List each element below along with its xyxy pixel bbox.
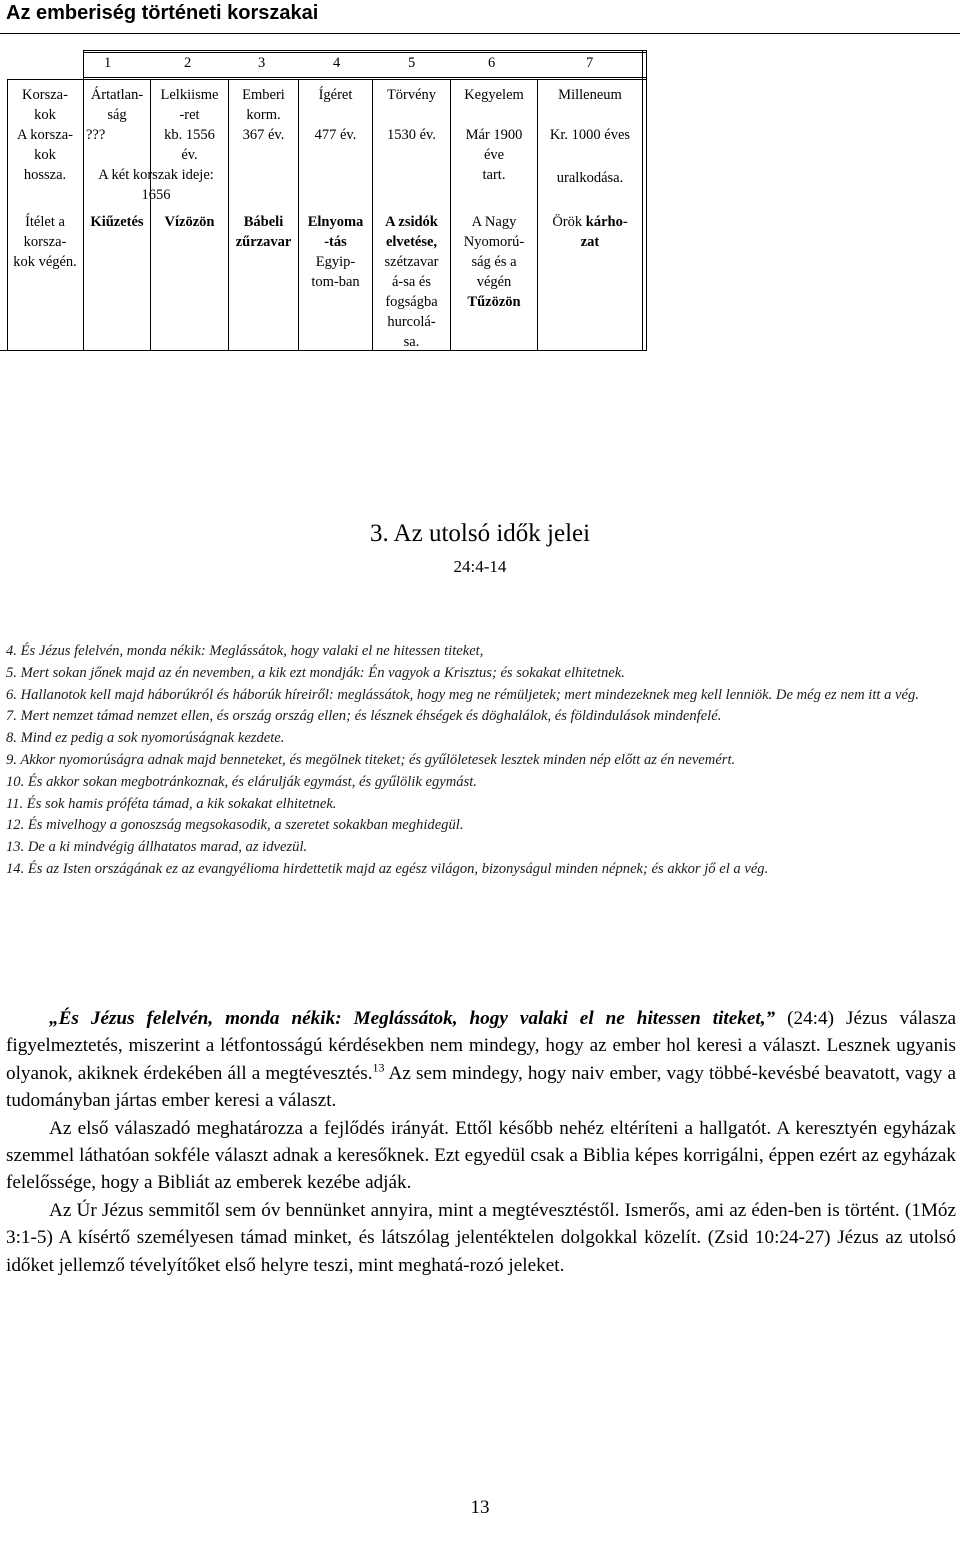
page-number: 13 — [470, 1497, 490, 1518]
commentary-text: (24:4) Jézus válasza figyelmeztetés, miszerint a létfontosságú kérdésekben nem mindegy, hogy az ember hol keresi a választ. Lesznek ugyanis olyanok, akiknek érdekében áll a megtévesztés. — [6, 1008, 956, 1084]
col-number: 6 — [488, 55, 496, 71]
table-right-border-outer — [646, 50, 647, 351]
title-underline — [0, 33, 960, 34]
col-number: 5 — [408, 55, 416, 71]
judgment-bold: zat — [580, 234, 600, 250]
period-name: Kegyelem — [464, 87, 524, 103]
verse: 6. Hallanotok kell majd háborúkról és háborúk híreiről: meglássátok, hogy meg ne rémüljetek; mert mindezeknek meg kell lenniök. De még ez nem itt a vég. — [6, 686, 919, 703]
col-number: 1 — [104, 55, 112, 71]
col-number: 2 — [184, 55, 192, 71]
table-bottom-border — [0, 350, 647, 351]
verse: 10. És akkor sokan megbotránkoznak, és elárulják egymást, és gyűlölik egymást. — [6, 773, 477, 790]
period-length: Kr. 1000 éves — [549, 127, 631, 143]
period-name: Milleneum — [558, 87, 622, 103]
period-name: Emberi korm. — [242, 87, 285, 123]
verse: 4. És Jézus felelvén, monda nékik: Meglássátok, hogy valaki el ne hitessen titeket, — [6, 643, 484, 659]
judgment-bold: Tűzözön — [467, 294, 521, 310]
row-header-length: A korsza- kok hossza. — [17, 127, 73, 183]
period-judgment — [299, 212, 372, 292]
period-judgment: Vízözön — [164, 214, 215, 230]
period-name: Törvény — [386, 87, 437, 103]
period-judgment — [373, 212, 450, 352]
period-length: kb. 1556 év. — [164, 127, 215, 163]
judgment-bold: Elnyoma -tás — [307, 214, 364, 250]
verse: 13. De a ki mindvégig állhatatos marad, az idvezül. — [6, 839, 308, 856]
judgment-text: Egyip- tom-ban — [311, 254, 360, 290]
row-header-judgment: Ítélet a korsza- kok végén. — [13, 214, 77, 270]
period-length: 477 év. — [314, 127, 357, 143]
verse: 9. Akkor nyomorúságra adnak majd benneteket, és megölnek titeket; és gyűlöletesek lesztek minden nép előtt az én nevemért. — [6, 751, 736, 768]
verse: 8. Mind ez pedig a sok nyomorúságnak kezdete. — [6, 730, 285, 747]
commentary-quote: „És Jézus felelvén, monda nékik: Meglássátok, hogy valaki el ne hitessen titeket,” — [49, 1008, 776, 1029]
period-name: Ártatlan- ság — [90, 87, 144, 123]
judgment-bold: A zsidók elvetése, — [385, 214, 438, 250]
row-header-periods: Korsza- kok — [22, 87, 68, 123]
verse: 11. És sok hamis próféta támad, a kik sokakat elhitetnek. — [6, 795, 337, 812]
period-name: Lelkiisme -ret — [160, 87, 219, 123]
table-top-border-inner — [83, 52, 647, 53]
judgment-text: Örök — [552, 214, 586, 230]
section-title: 3. Az utolsó idők jelei — [369, 520, 591, 547]
period-length: Már 1900 éve tart. — [465, 127, 523, 183]
period-judgment: Kiűzetés — [90, 214, 144, 230]
period-name: Ígéret — [318, 87, 353, 103]
table-body-top-border — [7, 79, 647, 80]
period-length: 1530 év. — [387, 127, 436, 143]
verse: 14. És az Isten országának ez az evangyélioma hirdettetik majd az egész világon, bizonyságul minden népnek; és akkor jő el a vég. — [6, 860, 769, 877]
commentary-paragraph: Az Úr Jézus semmitől sem óv bennünket annyira, mint a megtévesztéstől. Ismerős, ami az éden-ben is történt. (1Móz 3:1-5) A kísértő személyesen támad minket, és látszólag jelentéktelen dolgokkal közelít. (Zsid 10:24-27) Jézus az utolsó időket jellemző tévelyítőket első helyre teszi, mint meghatá-rozó jeleket. — [6, 1199, 956, 1276]
period-length: ??? — [86, 127, 106, 143]
col-number: 7 — [586, 55, 594, 71]
verse: 5. Mert sokan jőnek majd az én nevemben, a kik ezt mondják: Én vagyok a Krisztus; és sokakat elhitetnek. — [6, 664, 625, 681]
judgment-text: szétzavar á-sa és fogságba hurcolá- sa. — [384, 254, 439, 350]
document-title: Az emberiség történeti korszakai — [6, 2, 319, 24]
verse: 7. Mert nemzet támad nemzet ellen, és ország ország ellen; és lésznek éhségek és döghalálok, és földindulások mindenfelé. — [6, 708, 722, 725]
table-header-divider — [83, 77, 647, 78]
footnote-marker[interactable]: 13 — [372, 1060, 385, 1075]
period-length-combined: A két korszak ideje: 1656 — [98, 167, 214, 203]
verse-list — [6, 641, 958, 881]
period-judgment: Bábeli zűrzavar — [235, 214, 292, 250]
section-reference: 24:4-14 — [453, 557, 507, 576]
period-length: 367 év. — [242, 127, 285, 143]
commentary-paragraph: Az első válaszadó meghatározza a fejlődés irányát. Ettől később nehéz eltéríteni a hallgatót. A keresztyén egyházak szemmel láthatóan sokféle választ adnak a keresőknek. Ezt egyedül csak a Biblia képes korrigálni, éppen ezért az egyházak felelőssége, hogy a Bibliát az emberek kezébe adják. — [6, 1117, 956, 1194]
period-length: uralkodása. — [556, 170, 624, 186]
commentary-text: Az sem mindegy, hogy naiv ember, vagy többé-kevésbé beavatott, vagy a tudományban jártas ember keresi a választ. — [6, 1062, 957, 1112]
period-judgment — [451, 212, 537, 312]
period-judgment — [538, 212, 642, 252]
col-number: 3 — [258, 55, 266, 71]
commentary-paragraph — [6, 1005, 956, 1115]
commentary — [6, 1005, 956, 1279]
judgment-text: A Nagy Nyomorú- ság és a végén — [463, 214, 525, 290]
table-right-border — [642, 50, 643, 351]
col-number: 4 — [333, 55, 341, 71]
table-top-border — [83, 50, 647, 51]
table-left-border — [7, 79, 8, 351]
judgment-bold: kárho- — [585, 214, 628, 230]
verse: 12. És mivelhogy a gonoszság megsokasodik, a szeretet sokakban meghidegül. — [6, 817, 464, 834]
